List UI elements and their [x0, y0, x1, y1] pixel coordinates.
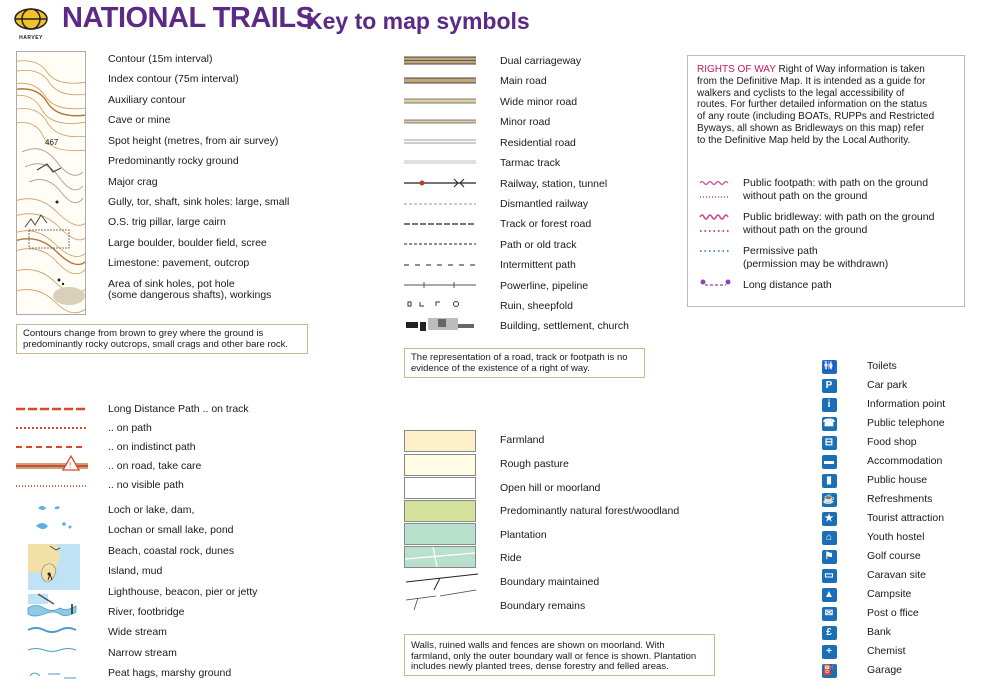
road-label: Path or old track [500, 239, 577, 251]
caravan-icon-glyph: ▭ [822, 569, 837, 583]
wide-minor-road-symbol [404, 99, 476, 103]
bank-icon [820, 625, 838, 640]
contour-note-line: predominantly rocky outcrops, small crags and other bare rock. [23, 338, 289, 350]
minor-road-symbol [404, 120, 476, 123]
information-icon-glyph: i [822, 398, 837, 412]
bed-icon-glyph: ▬ [822, 455, 837, 469]
lighthouse-pier-symbol [28, 594, 54, 604]
ride-swatch [404, 546, 476, 568]
relief-label: (some dangerous shafts), workings [108, 289, 272, 301]
boundary-symbols [404, 570, 480, 612]
water-label: River, footbridge [108, 606, 185, 618]
rights-of-way-text: to the Definitive Map held by the Local Authority. [697, 134, 911, 146]
water-label: Island, mud [108, 565, 163, 577]
facility-label: Food shop [867, 436, 917, 448]
svg-text:!: ! [69, 461, 72, 470]
facility-label: Public telephone [867, 417, 945, 429]
water-label: Loch or lake, dam, [108, 504, 195, 516]
boundary-maintained-symbol [406, 574, 478, 590]
contour-map-image [17, 52, 85, 314]
relief-label: Cave or mine [108, 114, 171, 126]
road-label: Wide minor road [500, 96, 578, 108]
water-symbols [24, 500, 84, 684]
tarmac-track-symbol [404, 161, 476, 163]
bed-icon [820, 454, 838, 469]
relief-label: Spot height (metres, from air survey) [108, 135, 279, 147]
envelope-icon [820, 606, 838, 621]
facility-label: Caravan site [867, 569, 926, 581]
road-label: Railway, station, tunnel [500, 178, 608, 190]
road-label: Powerline, pipeline [500, 280, 589, 292]
bridleway-label: Public bridleway: with path on the ground [743, 211, 935, 223]
rights-of-way-text: routes. For further detailed information on the status [697, 99, 928, 111]
rights-of-way-text: from the Definitive Map. It is intended as a guide for [697, 75, 926, 87]
right-of-way-note-line: The representation of a road, track or footpath is no [411, 352, 628, 363]
narrow-stream-symbol [28, 649, 76, 652]
open-hill-swatch [404, 477, 476, 499]
relief-label: Limestone: pavement, outcrop [108, 257, 250, 269]
trail-label: .. on path [108, 422, 152, 434]
ride-line-icon [405, 547, 475, 567]
woodland-swatch [404, 500, 476, 522]
footpath-label: without path on the ground [743, 190, 868, 202]
harvey-logo-icon [14, 8, 48, 30]
boundary-remains-symbol [406, 590, 476, 610]
tent-icon-glyph: ▲ [822, 588, 837, 602]
bridleway-label: without path on the ground [743, 224, 868, 236]
page-subtitle: Key to map symbols [306, 8, 530, 34]
vegetation-label: Farmland [500, 434, 545, 446]
trail-symbols [14, 400, 90, 492]
rights-of-way-text: walkers and cyclists to the legal accessibility of [697, 87, 905, 99]
relief-label: Major crag [108, 176, 158, 188]
caravan-icon [820, 568, 838, 583]
facility-label: Information point [867, 398, 946, 410]
facility-label: Public house [867, 474, 928, 486]
water-label: Lighthouse, beacon, pier or jetty [108, 586, 258, 598]
relief-label: O.S. trig pillar, large cairn [108, 216, 226, 228]
road-label: Ruin, sheepfold [500, 300, 573, 312]
powerline-symbol [404, 282, 476, 288]
toilets-icon-glyph: 🚻 [822, 360, 836, 372]
trail-on-road-symbol [16, 456, 88, 470]
rights-of-way-box [687, 55, 965, 307]
ruin-sheepfold-symbol [408, 302, 459, 307]
walls-note [404, 634, 715, 676]
relief-label: Large boulder, boulder field, scree [108, 237, 267, 249]
spot-height-value: 467 [45, 138, 59, 147]
toilets-icon [820, 359, 838, 374]
farmland-swatch [404, 430, 476, 452]
golf-flag-icon-glyph: ⚑ [822, 550, 837, 564]
wide-stream-symbol [28, 628, 76, 632]
facility-label: Garage [867, 664, 903, 676]
fuel-pump-icon [820, 663, 838, 678]
road-label: Residential road [500, 137, 576, 149]
telephone-icon [820, 416, 838, 431]
plantation-swatch [404, 523, 476, 545]
vegetation-label: Rough pasture [500, 458, 569, 470]
dual-carriageway-symbol [404, 57, 476, 64]
road-label: Dismantled railway [500, 198, 589, 210]
facility-label: Golf course [867, 550, 921, 562]
envelope-icon-glyph: ✉ [822, 607, 837, 621]
harvey-logo [14, 8, 48, 41]
trail-label: .. no visible path [108, 479, 184, 491]
youth-hostel-icon [820, 530, 838, 545]
walls-note-line: Walls, ruined walls and fences are shown on moorland. With [411, 640, 665, 651]
facility-label: Refreshments [867, 493, 933, 505]
youth-hostel-icon-glyph: ⌂ [822, 531, 837, 545]
long-distance-path-symbol [701, 280, 731, 286]
chemist-cross-icon-glyph: + [822, 645, 837, 659]
footpath-label: Public footpath: with path on the ground [743, 177, 929, 189]
relief-sample-map [16, 51, 86, 315]
road-label: Intermittent path [500, 259, 576, 271]
bank-icon-glyph: £ [822, 626, 837, 640]
car-park-icon [820, 378, 838, 393]
peat-marsh-symbol [30, 673, 76, 678]
rights-of-way-heading: RIGHTS OF WAY [697, 64, 776, 75]
road-label: Track or forest road [500, 218, 592, 230]
facility-label: Car park [867, 379, 908, 391]
rights-of-way-symbols [698, 178, 734, 290]
vegetation-label: Ride [500, 552, 522, 564]
vegetation-label: Plantation [500, 529, 547, 541]
water-label: Lochan or small lake, pond [108, 524, 234, 536]
food-shop-icon-glyph: ⊟ [822, 436, 837, 450]
food-shop-icon [820, 435, 838, 450]
facility-label: Toilets [867, 360, 897, 372]
facility-label: Tourist attraction [867, 512, 945, 524]
water-label: Narrow stream [108, 647, 177, 659]
relief-label: Index contour (75m interval) [108, 73, 239, 85]
facility-label: Youth hostel [867, 531, 925, 543]
tent-icon [820, 587, 838, 602]
lochan-symbol [36, 522, 72, 529]
facility-label: Post o ffice [867, 607, 919, 619]
rights-of-way-text: Byways, all shown as Bridleways on this map) refer [697, 122, 925, 134]
relief-label: Predominantly rocky ground [108, 155, 239, 167]
vegetation-label: Predominantly natural forest/woodland [500, 505, 680, 517]
golf-flag-icon [820, 549, 838, 564]
cup-icon [820, 492, 838, 507]
rights-of-way-text: Right of Way information is taken [778, 64, 925, 75]
long-distance-label: Long distance path [743, 279, 832, 291]
page-title: NATIONAL TRAILS [62, 2, 315, 34]
permissive-label: Permissive path [743, 245, 818, 257]
pub-icon-glyph: ▮ [822, 474, 837, 488]
trail-label: .. on indistinct path [108, 441, 196, 453]
contour-note [16, 324, 308, 354]
cup-icon-glyph: ☕ [822, 493, 836, 505]
vegetation-label: Boundary remains [500, 600, 586, 612]
road-label: Tarmac track [500, 157, 561, 169]
vegetation-label: Open hill or moorland [500, 482, 601, 494]
car-park-icon-glyph: P [822, 379, 837, 393]
water-label: Peat hags, marshy ground [108, 667, 232, 679]
relief-label: Area of sink holes, pot hole [108, 278, 235, 290]
right-of-way-note [404, 348, 645, 378]
trail-label: Long Distance Path .. on track [108, 403, 249, 415]
main-road-symbol [404, 78, 476, 83]
right-of-way-note-line: evidence of the existence of a right of way. [411, 362, 590, 374]
loch-symbol [38, 506, 60, 510]
facility-label: Accommodation [867, 455, 943, 467]
residential-road-symbol [404, 140, 476, 143]
road-label: Minor road [500, 116, 551, 128]
relief-label: Contour (15m interval) [108, 53, 213, 65]
bridleway-with-path-symbol [700, 215, 728, 219]
road-label: Main road [500, 75, 547, 87]
water-label: Wide stream [108, 626, 167, 638]
chemist-cross-icon [820, 644, 838, 659]
fuel-pump-icon-glyph: ⛽ [822, 664, 836, 676]
facility-label: Chemist [867, 645, 906, 657]
trail-label: .. on road, take care [108, 460, 202, 472]
water-label: Beach, coastal rock, dunes [108, 545, 235, 557]
relief-label: Auxiliary contour [108, 94, 186, 106]
vegetation-label: Boundary maintained [500, 576, 600, 588]
road-label: Building, settlement, church [500, 320, 629, 332]
contour-note-line: Contours change from brown to grey where the ground is [23, 328, 264, 339]
walls-note-line: includes newly planted trees, dense forestry and felled areas. [411, 661, 669, 672]
railway-symbol [404, 179, 476, 187]
pub-icon [820, 473, 838, 488]
information-icon [820, 397, 838, 412]
harvey-logo-text: HARVEY [19, 35, 43, 41]
star-icon-glyph: ★ [822, 512, 837, 526]
road-symbols [402, 54, 478, 334]
building-settlement-church-symbol [406, 318, 474, 331]
telephone-icon-glyph: ☎ [822, 417, 836, 429]
footpath-with-path-symbol [700, 182, 728, 185]
facility-label: Campsite [867, 588, 912, 600]
facility-label: Bank [867, 626, 891, 638]
permissive-label: (permission may be withdrawn) [743, 258, 889, 270]
relief-label: Gully, tor, shaft, sink holes: large, small [108, 196, 290, 208]
rights-of-way-text: of any route (including BOATs, RUPPs and Restricted [697, 111, 935, 123]
beach-island-symbol [28, 544, 80, 590]
walls-note-line: farmland, only the outer boundary wall or fence is shown. Plantation [411, 650, 697, 662]
road-label: Dual carriageway [500, 55, 582, 67]
star-icon [820, 511, 838, 526]
river-footbridge-symbol [28, 604, 76, 616]
rough-pasture-swatch [404, 454, 476, 476]
